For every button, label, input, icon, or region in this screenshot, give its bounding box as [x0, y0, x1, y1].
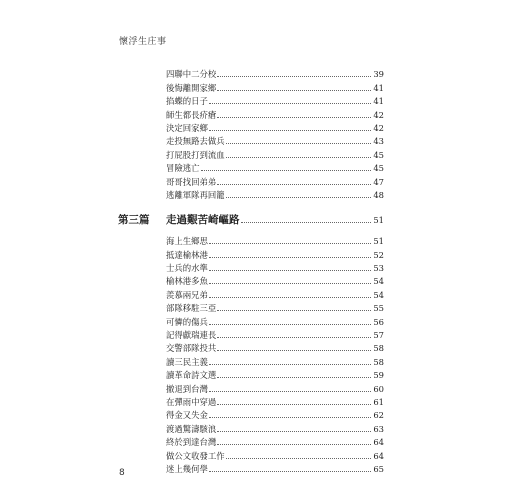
dot-leader — [217, 116, 371, 118]
toc-entry-page: 41 — [373, 82, 384, 93]
toc-entry-title: 讀革命詩文選 — [166, 370, 217, 381]
toc-entry-page: 64 — [373, 437, 384, 448]
toc-entry-page: 53 — [373, 263, 384, 274]
toc-entry-page: 58 — [373, 343, 384, 354]
toc-entry-title: 在彈雨中穿過 — [166, 396, 217, 407]
toc-entry-title: 讀三民主義 — [166, 356, 208, 367]
toc-group-before — [118, 66, 384, 200]
dot-leader — [217, 309, 371, 311]
toc-entry-page: 48 — [373, 189, 384, 200]
toc-entry-page: 63 — [373, 423, 384, 434]
page-number: 8 — [119, 468, 125, 478]
toc-entry — [118, 327, 384, 340]
toc-entry-title: 走投無路去做兵 — [166, 136, 225, 147]
toc-entry-page: 60 — [373, 383, 384, 394]
toc-entry-title: 決定回家鄉 — [166, 122, 208, 133]
toc-entry — [118, 273, 384, 286]
dot-leader — [217, 376, 371, 378]
dot-leader — [217, 336, 371, 338]
dot-leader — [209, 102, 371, 104]
toc-entry-title: 哥哥找回弟弟 — [166, 176, 217, 187]
dot-leader — [226, 156, 371, 158]
toc-entry-page: 45 — [373, 149, 384, 160]
toc-entry — [118, 106, 384, 119]
dot-leader — [226, 142, 371, 144]
dot-leader — [209, 256, 371, 258]
toc-entry-title: 記得獻瑞連長 — [166, 330, 217, 341]
toc-entry-title: 師生都長疥瘡 — [166, 109, 217, 120]
dot-leader — [209, 296, 371, 298]
dot-leader — [209, 416, 371, 418]
toc-entry — [118, 79, 384, 92]
toc-entry — [118, 260, 384, 273]
dot-leader — [209, 470, 371, 472]
dot-leader — [217, 89, 371, 91]
toc-entry-title: 抵達榆林港 — [166, 249, 208, 260]
toc-entry-page: 56 — [373, 316, 384, 327]
toc-entry-page: 39 — [373, 69, 384, 80]
toc-entry-title: 冒險逃亡 — [166, 163, 200, 174]
toc-entry — [118, 233, 384, 246]
dot-leader — [209, 363, 371, 365]
dot-leader — [217, 183, 371, 185]
dot-leader — [209, 323, 371, 325]
toc-entry — [118, 187, 384, 200]
toc-entry-title: 部隊移駐三亞 — [166, 303, 217, 314]
toc-entry — [118, 246, 384, 259]
toc-entry-page: 43 — [373, 136, 384, 147]
toc-entry-title: 榆林港多魚 — [166, 276, 208, 287]
section-title: 走過艱苦崎嶇路 — [166, 213, 240, 226]
dot-leader — [241, 221, 372, 223]
toc-entry-title: 羨慕兩兄弟 — [166, 289, 208, 300]
dot-leader — [226, 457, 371, 459]
toc-entry-page: 41 — [373, 96, 384, 107]
toc-entry — [118, 447, 384, 460]
toc-entry-title: 海上生鄉思 — [166, 236, 208, 247]
section-page-number: 51 — [373, 214, 384, 225]
toc-entry-page: 59 — [373, 370, 384, 381]
toc-entry-page: 45 — [373, 163, 384, 174]
toc-entry — [118, 394, 384, 407]
toc-entry-page: 42 — [373, 109, 384, 120]
toc-entry-page: 65 — [373, 463, 384, 474]
toc-entry — [118, 120, 384, 133]
toc-entry-page: 52 — [373, 249, 384, 260]
toc-entry — [118, 420, 384, 433]
toc-entry — [118, 146, 384, 159]
toc-entry-title: 後悔離開家鄉 — [166, 82, 217, 93]
toc-entry-page: 42 — [373, 122, 384, 133]
toc-entry-page: 64 — [373, 450, 384, 461]
table-of-contents — [118, 66, 384, 474]
toc-entry — [118, 286, 384, 299]
toc-entry-page: 61 — [373, 396, 384, 407]
toc-entry-title: 做公文收發工作 — [166, 450, 225, 461]
toc-entry — [118, 133, 384, 146]
dot-leader — [209, 242, 371, 244]
toc-entry — [118, 434, 384, 447]
dot-leader — [217, 403, 371, 405]
toc-entry-title: 渡過驚濤駭浪 — [166, 423, 217, 434]
toc-entry-title: 撤退到台灣 — [166, 383, 208, 394]
toc-entry-title: 掐蝶的日子 — [166, 96, 208, 107]
toc-entry — [118, 93, 384, 106]
dot-leader — [209, 129, 371, 131]
toc-entry — [118, 407, 384, 420]
toc-entry — [118, 367, 384, 380]
dot-leader — [209, 282, 371, 284]
toc-entry — [118, 160, 384, 173]
toc-entry — [118, 353, 384, 366]
toc-entry — [118, 340, 384, 353]
dot-leader — [217, 443, 371, 445]
toc-entry — [118, 173, 384, 186]
toc-group-after — [118, 233, 384, 474]
section-number: 第三篇 — [118, 213, 150, 226]
toc-entry-title: 迷上幾何學 — [166, 463, 208, 474]
toc-entry-page: 54 — [373, 276, 384, 287]
toc-entry — [118, 461, 384, 474]
dot-leader — [209, 269, 371, 271]
toc-entry — [118, 380, 384, 393]
toc-entry-page: 54 — [373, 289, 384, 300]
toc-entry-title: 士兵的水準 — [166, 263, 208, 274]
running-head: 懷浮生庄事 — [119, 37, 167, 47]
toc-entry-title: 交警部隊投共 — [166, 343, 217, 354]
toc-entry-page: 58 — [373, 356, 384, 367]
toc-entry-title: 終於到達台灣 — [166, 437, 217, 448]
dot-leader — [209, 390, 371, 392]
dot-leader — [201, 169, 372, 171]
toc-entry-page: 62 — [373, 410, 384, 421]
dot-leader — [217, 430, 371, 432]
toc-entry-page: 55 — [373, 303, 384, 314]
toc-entry-title: 逃離軍隊再回籠 — [166, 189, 225, 200]
toc-entry-title: 得金又失金 — [166, 410, 208, 421]
toc-entry-page: 57 — [373, 330, 384, 341]
toc-entry-title: 打屁股打到流血 — [166, 149, 225, 160]
dot-leader — [217, 349, 371, 351]
dot-leader — [226, 196, 371, 198]
section-heading — [118, 206, 384, 226]
toc-entry — [118, 300, 384, 313]
toc-entry-page: 47 — [373, 176, 384, 187]
toc-entry — [118, 66, 384, 79]
dot-leader — [217, 75, 371, 77]
toc-entry — [118, 313, 384, 326]
toc-entry-title: 四聯中二分校 — [166, 69, 217, 80]
toc-entry-title: 可憐的傷兵 — [166, 316, 208, 327]
toc-entry-page: 51 — [373, 236, 384, 247]
